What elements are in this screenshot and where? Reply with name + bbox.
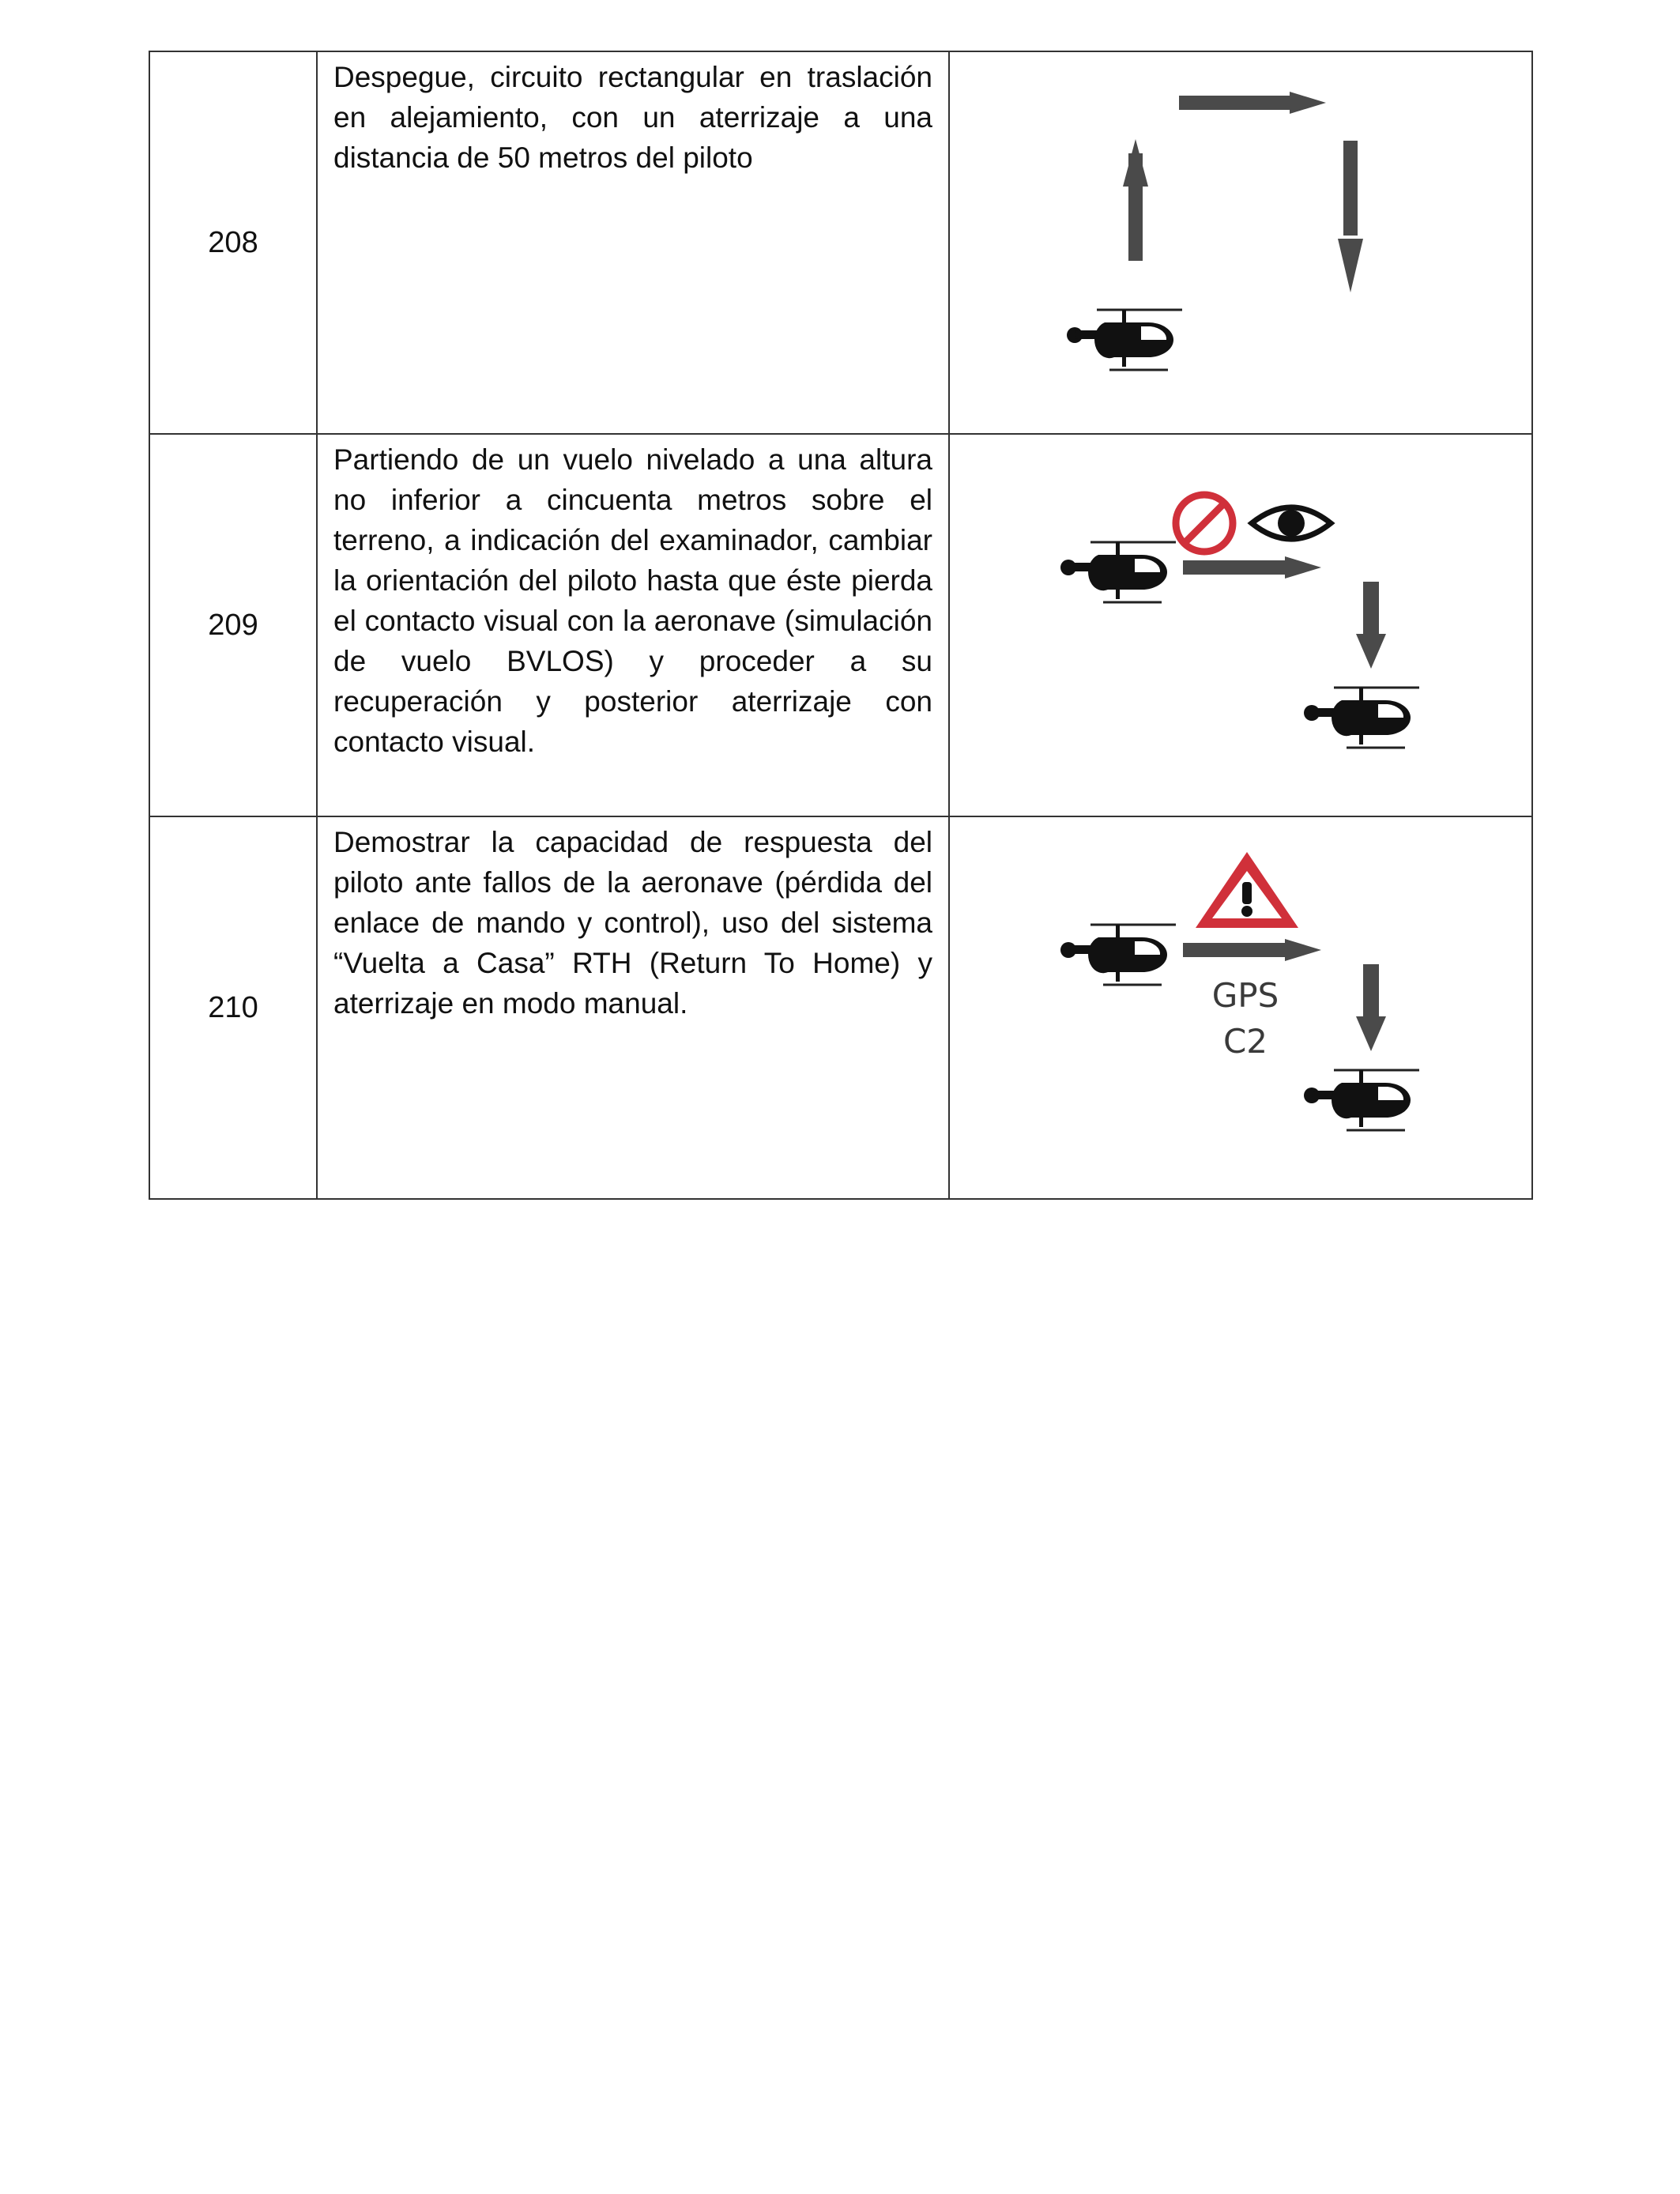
eye-icon (1252, 507, 1331, 539)
arrow-down-icon (1338, 141, 1363, 292)
maneuver-description: Despegue, circuito rectangular en traslación en alejamiento, con un aterrizaje a una distancia de 50 metros del piloto (333, 61, 932, 174)
maneuver-description-cell (317, 816, 949, 1199)
arrow-right-icon (1179, 92, 1326, 114)
maneuver-number: 208 (149, 51, 317, 434)
helicopter-icon (1067, 310, 1182, 370)
arrow-down-icon (1356, 964, 1386, 1051)
maneuver-figure (949, 816, 1532, 1199)
maneuver-number: 210 (149, 816, 317, 1199)
warning-triangle-icon (1196, 852, 1298, 928)
maneuver-description: Partiendo de un vuelo nivelado a una altura no inferior a cincuenta metros sobre el terreno, a indicación del examinador, cambiar la orientación del piloto hasta que éste pierda el contacto visual con la aeronave (simulación de vuelo BVLOS) y proceder a su recuperación y posterior aterrizaje con contacto visual. (333, 443, 932, 758)
table-row (149, 816, 1532, 1199)
c2-label: C2 (1222, 1022, 1268, 1061)
table-row (149, 51, 1532, 434)
maneuver-description-cell (317, 434, 949, 816)
gps-label: GPS (1211, 976, 1279, 1015)
maneuver-table (149, 51, 1533, 1200)
arrow-down-icon (1356, 582, 1386, 669)
maneuver-figure (949, 434, 1532, 816)
helicopter-icon (1060, 542, 1176, 602)
arrow-right-icon (1183, 939, 1321, 961)
maneuver-description: Demostrar la capacidad de respuesta del piloto ante fallos de la aeronave (pérdida del enlace de mando y control), uso del sistema “Vuelta a Casa” RTH (Return To Home) y aterrizaje en modo manual. (333, 826, 932, 1020)
helicopter-icon (1060, 925, 1176, 985)
table-row (149, 434, 1532, 816)
helicopter-icon (1304, 1070, 1419, 1130)
prohibited-icon (1176, 495, 1233, 552)
arrow-up-icon (1123, 139, 1148, 261)
maneuver-number: 209 (149, 434, 317, 816)
maneuver-description-cell (317, 51, 949, 434)
arrow-right-icon (1183, 556, 1321, 579)
maneuver-figure (949, 51, 1532, 434)
helicopter-icon (1304, 688, 1419, 748)
